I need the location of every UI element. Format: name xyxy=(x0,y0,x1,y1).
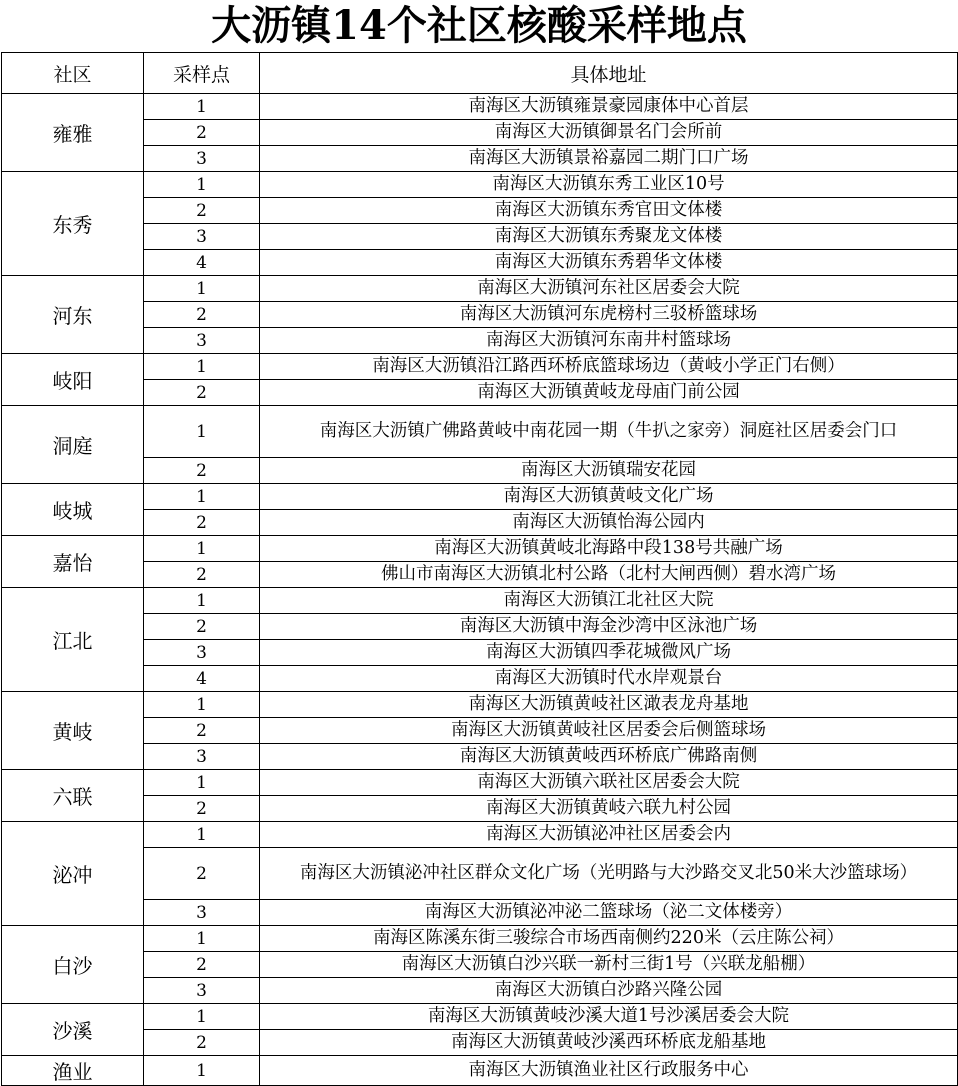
sampling-point-number: 1 xyxy=(144,770,260,796)
table-row xyxy=(2,328,958,354)
community-name: 河东 xyxy=(2,276,144,354)
community-name: 黄岐 xyxy=(2,692,144,770)
sampling-point-number: 2 xyxy=(144,510,260,536)
sampling-point-number: 2 xyxy=(144,458,260,484)
table-row xyxy=(2,562,958,588)
sampling-point-number: 1 xyxy=(144,172,260,198)
sampling-point-number: 4 xyxy=(144,250,260,276)
sampling-point-number: 1 xyxy=(144,1056,260,1086)
community-name: 岐城 xyxy=(2,484,144,536)
sampling-point-number: 1 xyxy=(144,926,260,952)
sampling-address: 南海区大沥镇白沙兴联一新村三街1号（兴联龙船棚） xyxy=(260,952,958,978)
sampling-address: 南海区大沥镇黄岐文化广场 xyxy=(260,484,958,510)
table-row xyxy=(2,276,958,302)
table-row xyxy=(2,588,958,614)
table-row xyxy=(2,692,958,718)
table-row xyxy=(2,848,958,900)
header-sampling-point: 采样点 xyxy=(144,53,260,94)
table-row xyxy=(2,666,958,692)
table-row xyxy=(2,172,958,198)
sampling-point-number: 3 xyxy=(144,744,260,770)
table-row xyxy=(2,354,958,380)
sampling-address: 南海区大沥镇白沙路兴隆公园 xyxy=(260,978,958,1004)
table-row xyxy=(2,250,958,276)
sampling-point-number: 1 xyxy=(144,354,260,380)
table-row xyxy=(2,744,958,770)
sampling-address: 南海区大沥镇东秀聚龙文体楼 xyxy=(260,224,958,250)
table-row xyxy=(2,978,958,1004)
sampling-address: 南海区大沥镇沿江路西环桥底篮球场边（黄岐小学正门右侧） xyxy=(260,354,958,380)
sampling-address: 南海区大沥镇四季花城微风广场 xyxy=(260,640,958,666)
table-row xyxy=(2,120,958,146)
table-row xyxy=(2,822,958,848)
sampling-address: 南海区陈溪东街三骏综合市场西南侧约220米（云庄陈公祠） xyxy=(260,926,958,952)
table-row xyxy=(2,796,958,822)
sampling-address: 南海区大沥镇河东南井村篮球场 xyxy=(260,328,958,354)
table-row xyxy=(2,484,958,510)
table-row xyxy=(2,718,958,744)
community-name: 嘉怡 xyxy=(2,536,144,588)
sampling-address: 南海区大沥镇广佛路黄岐中南花园一期（牛扒之家旁）洞庭社区居委会门口 xyxy=(260,406,958,458)
table-row xyxy=(2,380,958,406)
sampling-point-number: 4 xyxy=(144,666,260,692)
sampling-address: 南海区大沥镇雍景豪园康体中心首层 xyxy=(260,94,958,120)
table-row xyxy=(2,1004,958,1030)
table-row xyxy=(2,406,958,458)
sampling-address: 南海区大沥镇黄岐沙溪大道1号沙溪居委会大院 xyxy=(260,1004,958,1030)
community-name: 白沙 xyxy=(2,926,144,1004)
sampling-address: 南海区大沥镇泌冲社区居委会内 xyxy=(260,822,958,848)
sampling-point-number: 1 xyxy=(144,406,260,458)
sampling-address: 南海区大沥镇瑞安花园 xyxy=(260,458,958,484)
sampling-address: 南海区大沥镇东秀工业区10号 xyxy=(260,172,958,198)
table-row xyxy=(2,1056,958,1086)
sampling-point-number: 2 xyxy=(144,952,260,978)
sampling-point-number: 3 xyxy=(144,224,260,250)
community-name: 东秀 xyxy=(2,172,144,276)
header-address: 具体地址 xyxy=(260,53,958,94)
sampling-point-number: 2 xyxy=(144,796,260,822)
header-community: 社区 xyxy=(2,53,144,94)
sampling-point-number: 1 xyxy=(144,484,260,510)
sampling-address: 南海区大沥镇黄岐北海路中段138号共融广场 xyxy=(260,536,958,562)
sampling-address: 南海区大沥镇东秀官田文体楼 xyxy=(260,198,958,224)
community-name: 泌冲 xyxy=(2,822,144,926)
sampling-point-number: 2 xyxy=(144,198,260,224)
sampling-address: 南海区大沥镇河东虎榜村三驳桥篮球场 xyxy=(260,302,958,328)
sampling-point-number: 2 xyxy=(144,614,260,640)
sampling-point-number: 2 xyxy=(144,380,260,406)
sampling-address: 南海区大沥镇黄岐西环桥底广佛路南侧 xyxy=(260,744,958,770)
community-name: 江北 xyxy=(2,588,144,692)
sampling-point-number: 2 xyxy=(144,848,260,900)
sampling-address: 南海区大沥镇黄岐社区澉表龙舟基地 xyxy=(260,692,958,718)
sampling-address: 南海区大沥镇黄岐龙母庙门前公园 xyxy=(260,380,958,406)
sampling-point-number: 1 xyxy=(144,822,260,848)
sampling-point-number: 3 xyxy=(144,146,260,172)
sampling-address: 南海区大沥镇怡海公园内 xyxy=(260,510,958,536)
sampling-address: 南海区大沥镇六联社区居委会大院 xyxy=(260,770,958,796)
community-name: 六联 xyxy=(2,770,144,822)
sampling-address: 南海区大沥镇黄岐沙溪西环桥底龙船基地 xyxy=(260,1030,958,1056)
table-row xyxy=(2,302,958,328)
sampling-sites-table xyxy=(1,52,958,1086)
sampling-address: 南海区大沥镇泌冲社区群众文化广场（光明路与大沙路交叉北50米大沙篮球场） xyxy=(260,848,958,900)
sampling-point-number: 3 xyxy=(144,640,260,666)
table-row xyxy=(2,146,958,172)
sampling-address: 南海区大沥镇时代水岸观景台 xyxy=(260,666,958,692)
sampling-address: 南海区大沥镇黄岐六联九村公园 xyxy=(260,796,958,822)
table-row xyxy=(2,926,958,952)
sampling-point-number: 3 xyxy=(144,900,260,926)
sampling-point-number: 1 xyxy=(144,94,260,120)
table-row xyxy=(2,770,958,796)
sampling-point-number: 2 xyxy=(144,562,260,588)
sampling-point-number: 1 xyxy=(144,1004,260,1030)
community-name: 洞庭 xyxy=(2,406,144,484)
table-row xyxy=(2,536,958,562)
table-row xyxy=(2,640,958,666)
sampling-point-number: 2 xyxy=(144,1030,260,1056)
sampling-point-number: 2 xyxy=(144,718,260,744)
table-row xyxy=(2,952,958,978)
sampling-address: 南海区大沥镇黄岐社区居委会后侧篮球场 xyxy=(260,718,958,744)
sampling-address: 南海区大沥镇泌冲泌二篮球场（泌二文体楼旁） xyxy=(260,900,958,926)
sampling-point-number: 1 xyxy=(144,276,260,302)
sampling-point-number: 3 xyxy=(144,978,260,1004)
sampling-address: 佛山市南海区大沥镇北村公路（北村大闸西侧）碧水湾广场 xyxy=(260,562,958,588)
table-body xyxy=(2,94,958,1086)
table-row xyxy=(2,94,958,120)
sampling-point-number: 3 xyxy=(144,328,260,354)
community-name: 雍雅 xyxy=(2,94,144,172)
community-name: 沙溪 xyxy=(2,1004,144,1056)
table-row xyxy=(2,198,958,224)
table-header-row xyxy=(2,53,958,94)
page-title: 大沥镇14个社区核酸采样地点 xyxy=(211,2,747,49)
sampling-point-number: 1 xyxy=(144,536,260,562)
sampling-point-number: 2 xyxy=(144,302,260,328)
table-row xyxy=(2,510,958,536)
sampling-address: 南海区大沥镇景裕嘉园二期门口广场 xyxy=(260,146,958,172)
sampling-address: 南海区大沥镇御景名门会所前 xyxy=(260,120,958,146)
sampling-point-number: 2 xyxy=(144,120,260,146)
community-name: 渔业 xyxy=(2,1056,144,1086)
sampling-point-number: 1 xyxy=(144,692,260,718)
sampling-address: 南海区大沥镇江北社区大院 xyxy=(260,588,958,614)
community-name: 岐阳 xyxy=(2,354,144,406)
sampling-address: 南海区大沥镇河东社区居委会大院 xyxy=(260,276,958,302)
table-row xyxy=(2,614,958,640)
table-row xyxy=(2,900,958,926)
table-row xyxy=(2,458,958,484)
table-row xyxy=(2,224,958,250)
sampling-point-number: 1 xyxy=(144,588,260,614)
sampling-address: 南海区大沥镇中海金沙湾中区泳池广场 xyxy=(260,614,958,640)
sampling-address: 南海区大沥镇东秀碧华文体楼 xyxy=(260,250,958,276)
sampling-address: 南海区大沥镇渔业社区行政服务中心 xyxy=(260,1056,958,1086)
table-row xyxy=(2,1030,958,1056)
